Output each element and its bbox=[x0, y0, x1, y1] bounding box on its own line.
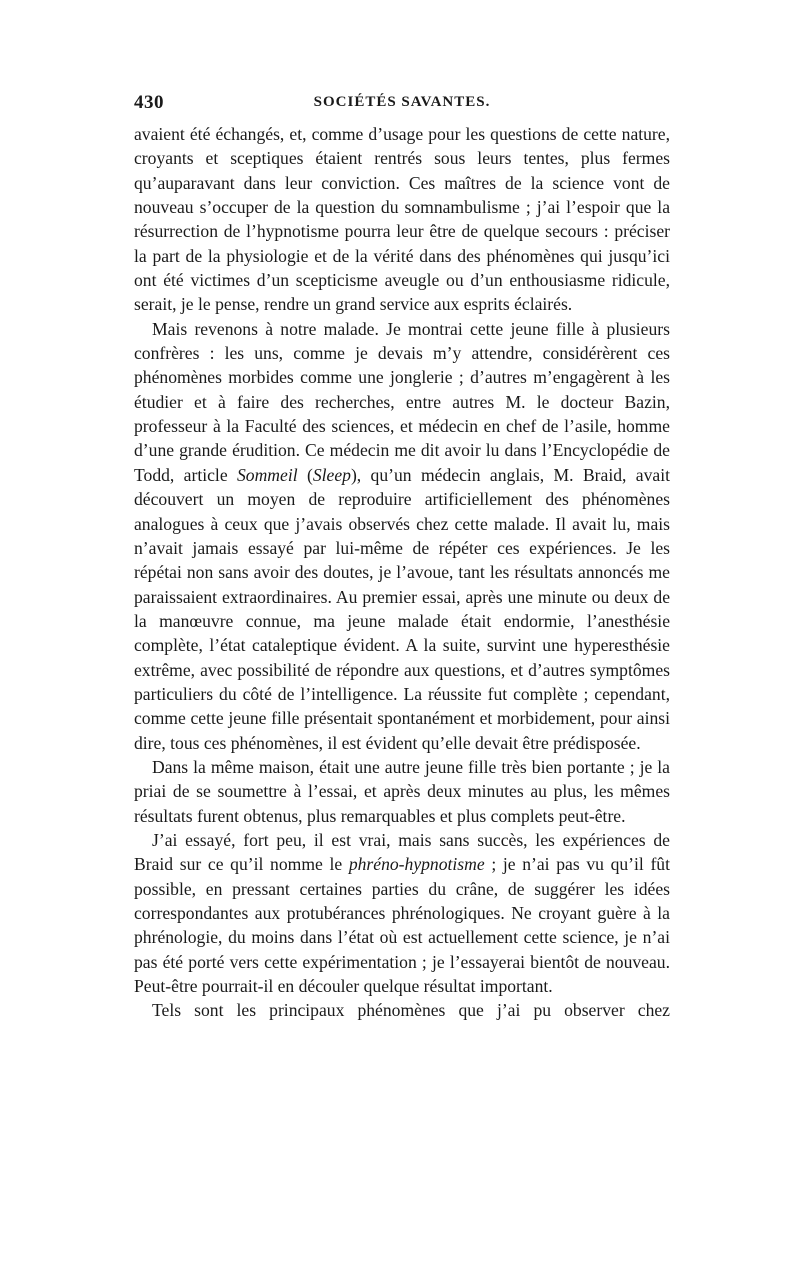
text-run: ( bbox=[297, 464, 313, 485]
text-run: ; je n’ai pas vu qu’il fût possible, en pressant certaines parties du crâne, de suggérer les idées correspondantes aux protubérances phrénologiques. Ne croyant guère à la phrénologie, du moins dans l’état où est actuellement cette science, je n’ai pas été porté vers cette expérimentation ; je l’essayerai bientôt de nouveau. Peut-être pourrait-il en découler quelque résultat important. bbox=[134, 854, 670, 997]
book-page bbox=[134, 92, 670, 1023]
paragraph bbox=[134, 755, 670, 828]
paragraph bbox=[134, 998, 670, 1022]
text-run: J’ai essayé, fort peu, il est vrai, mais sans succès, les expériences de Braid sur ce qu’il nomme le bbox=[134, 829, 670, 875]
text-run: ), qu’un médecin anglais, M. Braid, avait découvert un moyen de reproduire artificiellement des phénomènes analogues à ceux que j’avais observés chez cette malade. Il avait lu, mais n’avait jamais essayé par lui-même de répéter ces expériences. Je les répétai non sans avoir des doutes, je l’avoue, tant les résultats annoncés me paraissaient extraordinaires. Au premier essai, après une minute ou deux de la manœuvre connue, ma jeune malade était endormie, l’anesthésie complète, l’état cataleptique évident. A la suite, survint une hyperesthésie extrême, avec possibilité de répondre aux questions, et d’autres symptômes particuliers du côté de l’intelligence. La réussite fut complète ; cependant, comme cette jeune fille présentait spontanément et morbidement, pour ainsi dire, tous ces phénomènes, il est évident qu’elle devait être prédisposée. bbox=[134, 464, 670, 753]
text-run: Mais revenons à notre malade. Je montrai cette jeune fille à plusieurs confrères : les uns, comme je devais m’y attendre, considérèrent ces phénomènes morbides comme une jonglerie ; d’autres m’engagèrent à les étudier et à faire des recherches, entre autres M. le docteur Bazin, professeur à la Faculté des sciences, et médecin en chef de l’asile, homme d’une grande érudition. Ce médecin me dit avoir lu dans l’Encyclopédie de Todd, article bbox=[134, 318, 670, 485]
paragraph bbox=[134, 317, 670, 755]
text-run: Tels sont les principaux phénomènes que j’ai pu observer chez bbox=[152, 1000, 670, 1021]
running-head bbox=[134, 92, 670, 118]
paragraph bbox=[134, 828, 670, 998]
running-title: SOCIÉTÉS SAVANTES. bbox=[313, 94, 491, 110]
body-text bbox=[134, 122, 670, 1023]
text-run: avaient été échangés, et, comme d’usage pour les questions de cette nature, croyants et sceptiques étaient rentrés sous leurs tentes, plus fermes qu’auparavant dans leur conviction. Ces maîtres de la science vont de nouveau s’occuper de la question du somnambulisme ; j’ai l’espoir que la résurrection de l’hypnotisme pourra leur être de quelque secours : préciser la part de la physiologie et de la vérité dans des phénomènes qui jusqu’ici ont été victimes d’un scepticisme aveugle ou d’un enthousiasme ridicule, serait, je le pense, rendre un grand service aux esprits éclairés. bbox=[134, 124, 670, 315]
italic-text: Sleep bbox=[312, 464, 351, 485]
text-run: Dans la même maison, était une autre jeune fille très bien portante ; je la priai de se soumettre à l’essai, et après deux minutes au plus, les mêmes résultats furent obtenus, plus remarquables et plus complets peut-être. bbox=[134, 756, 670, 826]
page-number: 430 bbox=[134, 92, 164, 113]
italic-text: phréno-hypnotisme bbox=[348, 854, 485, 875]
paragraph bbox=[134, 122, 670, 317]
italic-text: Sommeil bbox=[237, 464, 298, 485]
